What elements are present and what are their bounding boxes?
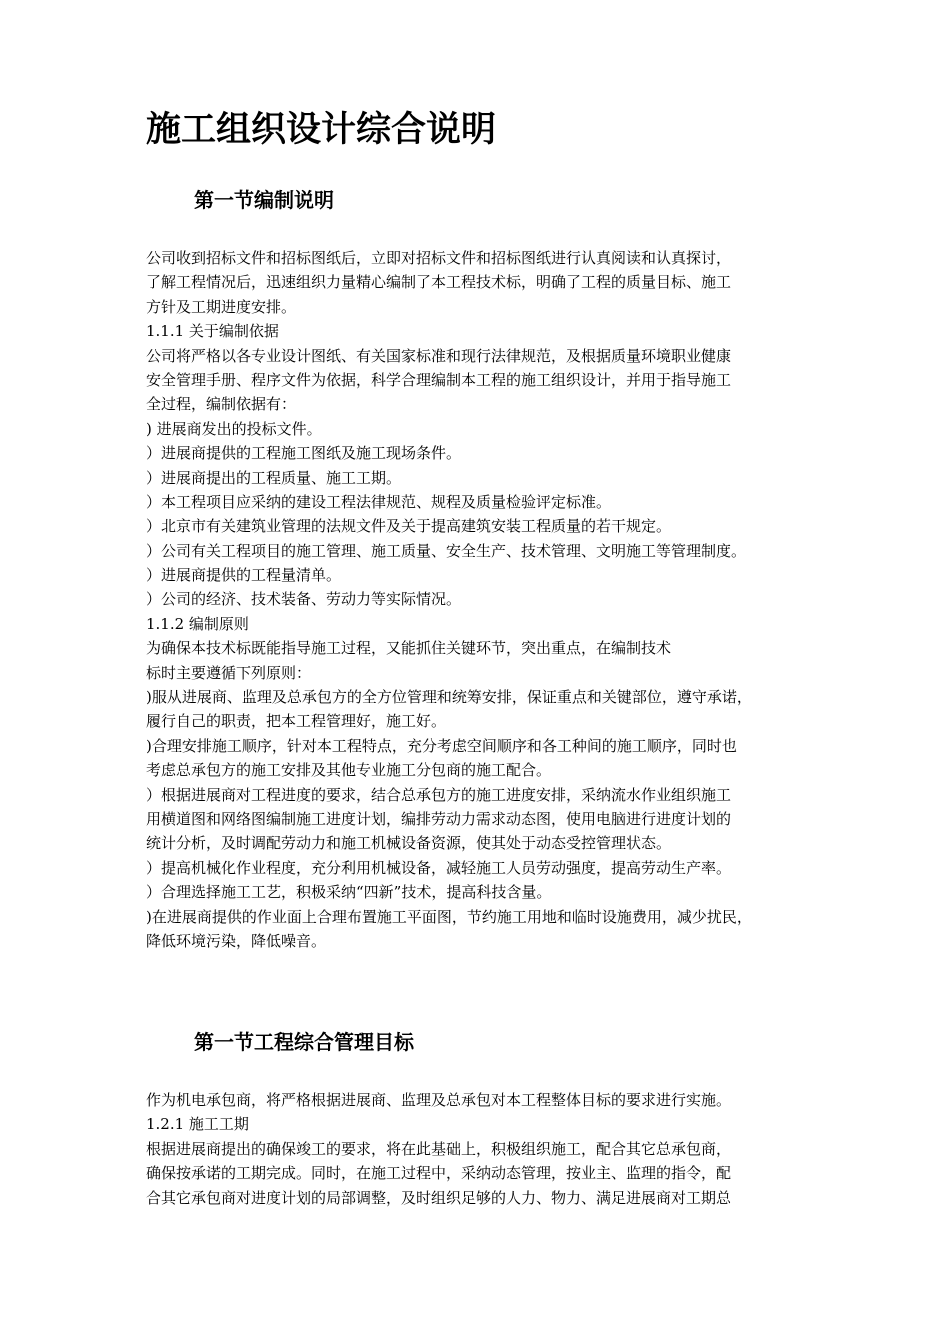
text-line: 统计分析，及时调配劳动力和施工机械设备资源，使其处于动态受控管理状态。 — [146, 834, 672, 853]
text-line: 考虑总承包方的施工安排及其他专业施工分包商的施工配合。 — [146, 761, 552, 780]
section-heading-compilation: 第一节编制说明 — [194, 188, 334, 212]
list-item: ）根据进展商对工程进度的要求，结合总承包方的施工进度安排，采纳流水作业组织施工 — [146, 785, 732, 804]
list-item: ）公司的经济、技术装备、劳动力等实际情况。 — [146, 590, 462, 609]
list-item: )合理安排施工顺序，针对本工程特点，充分考虑空间顺序和各工种间的施工顺序，同时也 — [146, 736, 737, 755]
text-line: 公司收到招标文件和招标图纸后，立即对招标文件和招标图纸进行认真阅读和认真探讨， — [146, 249, 732, 267]
section-heading-management-goals: 第一节工程综合管理目标 — [194, 1030, 414, 1054]
list-item: ）合理选择施工工艺，积极采纳“四新”技术，提高科技含量。 — [146, 883, 552, 902]
list-item: ）公司有关工程项目的施工管理、施工质量、安全生产、技术管理、文明施工等管理制度。 — [146, 541, 747, 560]
list-item: ）本工程项目应采纳的建设工程法律规范、规程及质量检验评定标准。 — [146, 492, 612, 511]
text-line: 了解工程情况后，迅速组织力量精心编制了本工程技术标，明确了工程的质量目标、施工 — [146, 273, 732, 292]
list-item: ）进展商提供的工程施工图纸及施工现场条件。 — [146, 444, 462, 463]
text-line: 标时主要遵循下列原则： — [146, 663, 312, 682]
text-line: 为确保本技术标既能指导施工过程，又能抓住关键环节，突出重点，在编制技术 — [146, 639, 672, 658]
text-line: 全过程，编制依据有： — [146, 395, 297, 414]
subsection-heading-schedule: 1.2.1 施工工期 — [146, 1115, 249, 1134]
text-line: 降低环境污染，降低噪音。 — [146, 931, 327, 950]
list-item: ）进展商提供的工程量清单。 — [146, 566, 342, 585]
text-line: 确保按承诺的工期完成。同时，在施工过程中，采纳动态管理，按业主、监理的指令，配 — [146, 1164, 732, 1183]
subsection-heading-basis: 1.1.1 关于编制依据 — [146, 322, 279, 341]
list-item: )在进展商提供的作业面上合理布置施工平面图，节约施工用地和临时设施费用，减少扰民， — [146, 907, 752, 926]
text-line: 作为机电承包商，将严格根据进展商、监理及总承包对本工程整体目标的要求进行实施。 — [146, 1091, 732, 1109]
list-item: ) 进展商发出的投标文件。 — [146, 419, 322, 438]
list-item: ）北京市有关建筑业管理的法规文件及关于提高建筑安装工程质量的若干规定。 — [146, 517, 672, 536]
text-line: 合其它承包商对进度计划的局部调整，及时组织足够的人力、物力、满足进展商对工期总 — [146, 1188, 732, 1207]
text-line: 用横道图和网络图编制施工进度计划，编排劳动力需求动态图，使用电脑进行进度计划的 — [146, 809, 732, 828]
text-line: 方针及工期进度安排。 — [146, 297, 297, 316]
text-line: 履行自己的职责，把本工程管理好，施工好。 — [146, 712, 447, 731]
section-body-management-goals — [146, 1088, 826, 1210]
document-title: 施工组织设计综合说明 — [146, 109, 497, 150]
text-line: 公司将严格以各专业设计图纸、有关国家标准和现行法律规范，及根据质量环境职业健康 — [146, 346, 732, 365]
section-body-compilation — [146, 246, 826, 953]
text-line: 根据进展商提出的确保竣工的要求，将在此基础上，积极组织施工，配合其它总承包商， — [146, 1139, 732, 1158]
list-item: ）进展商提出的工程质量、施工工期。 — [146, 468, 402, 487]
subsection-heading-principles: 1.1.2 编制原则 — [146, 614, 249, 633]
list-item: )服从进展商、监理及总承包方的全方位管理和统筹安排，保证重点和关键部位，遵守承诺， — [146, 688, 752, 707]
text-line: 安全管理手册、程序文件为依据，科学合理编制本工程的施工组织设计，并用于指导施工 — [146, 370, 732, 389]
list-item: ）提高机械化作业程度，充分利用机械设备，减轻施工人员劳动强度，提高劳动生产率。 — [146, 858, 732, 877]
